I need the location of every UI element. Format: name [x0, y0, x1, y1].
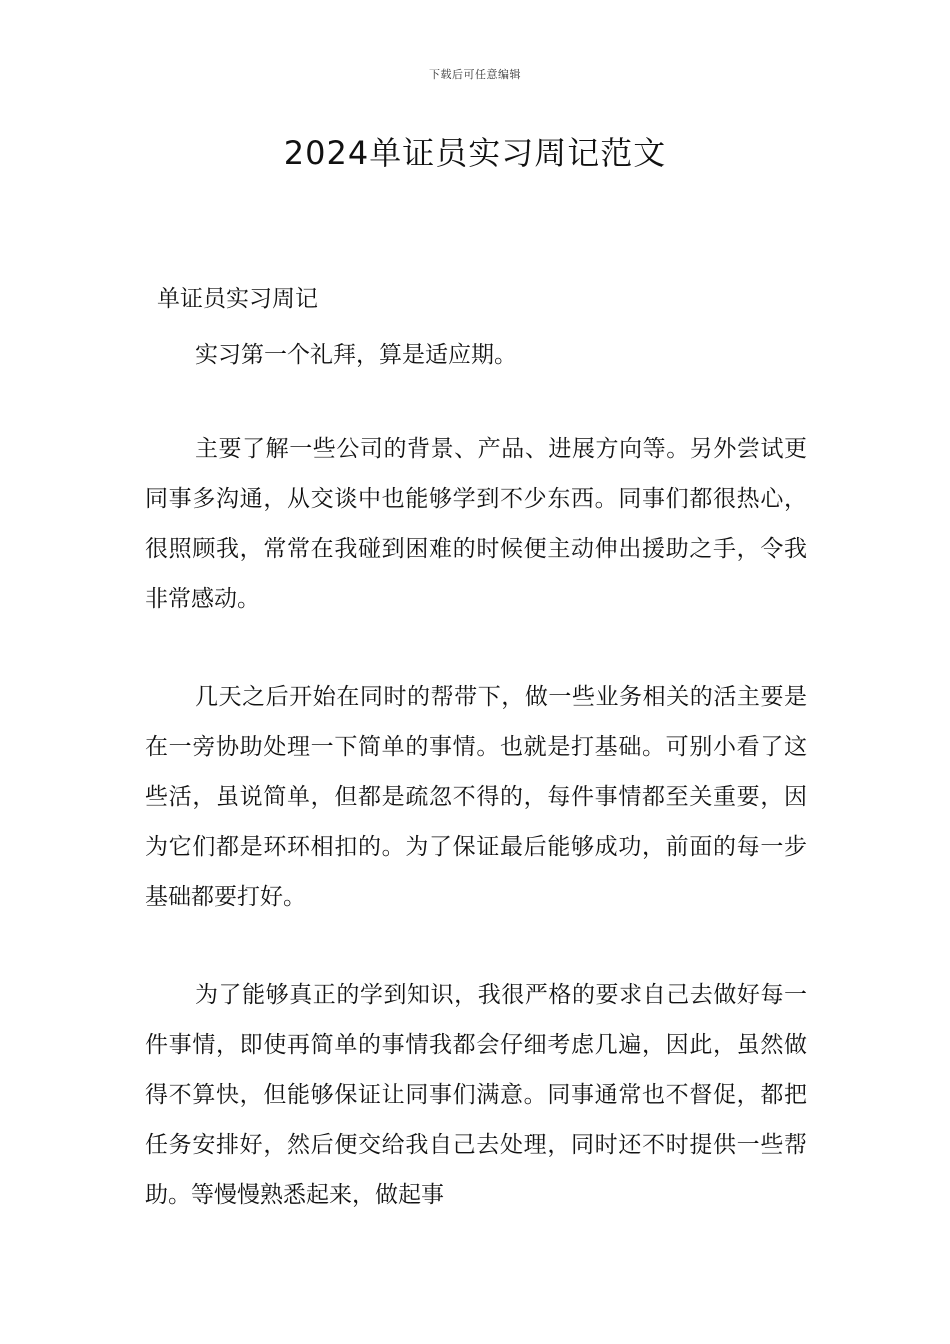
section-subheading: 单证员实习周记 — [157, 286, 318, 312]
paragraph-4: 为了能够真正的学到知识，我很严格的要求自己去做好每一件事情，即使再简单的事情我都会仔细考虑几遍，因此，虽然做得不算快，但能够保证让同事们满意。同事通常也不督促，都把任务安排好，然后便交给我自己去处理，同时还不时提供一些帮助。等慢慢熟悉起来，做起事 — [145, 982, 807, 1208]
paragraph-3: 几天之后开始在同时的帮带下，做一些业务相关的活主要是在一旁协助处理一下简单的事情。也就是打基础。可别小看了这些活，虽说简单，但都是疏忽不得的，每件事情都至关重要，因为它们都是环环相扣的。为了保证最后能够成功，前面的每一步基础都要打好。 — [145, 684, 807, 910]
document-title: 2024单证员实习周记范文 — [283, 134, 667, 172]
paragraph-1: 实习第一个礼拜，算是适应期。 — [195, 342, 517, 368]
paragraph-2: 主要了解一些公司的背景、产品、进展方向等。另外尝试更同事多沟通，从交谈中也能够学到不少东西。同事们都很热心，很照顾我，常常在我碰到困难的时候便主动伸出援助之手，令我非常感动。 — [145, 436, 807, 612]
header-note: 下载后可任意编辑 — [429, 68, 521, 81]
